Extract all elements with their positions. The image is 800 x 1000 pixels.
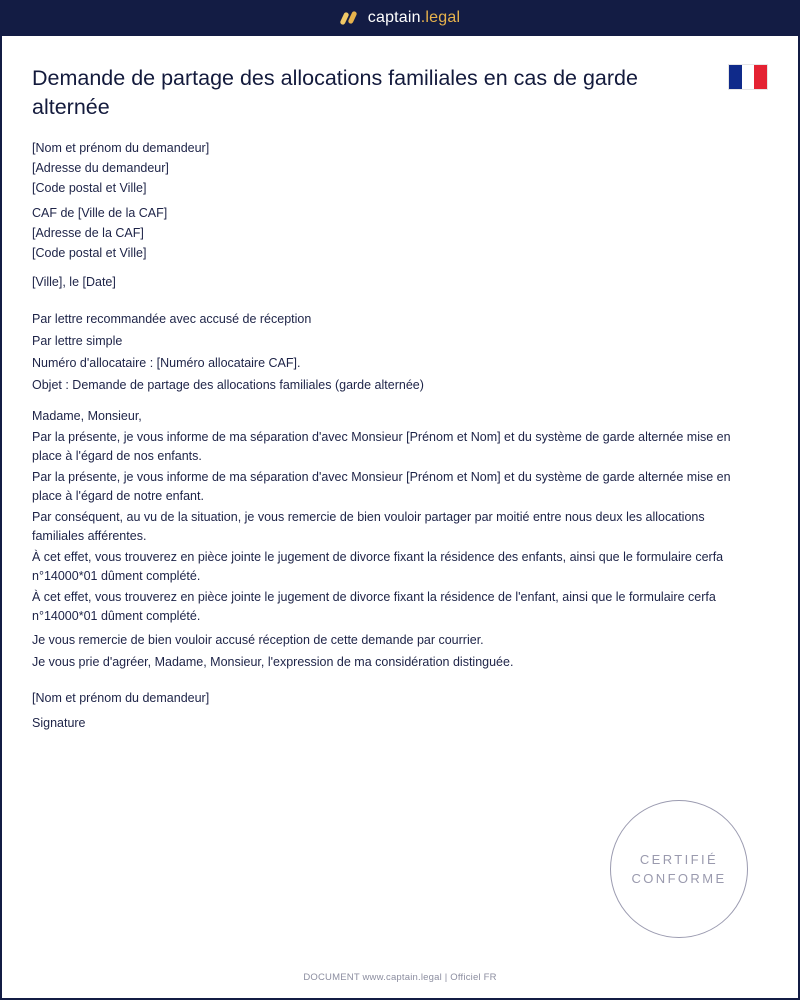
recipient-name: CAF de [Ville de la CAF] — [32, 206, 168, 220]
sender-postal-city: [Code postal et Ville] — [32, 181, 147, 195]
paragraph: Par la présente, je vous informe de ma séparation d'avec Monsieur [Prénom et Nom] et du système de garde alternée mise en place à l'égard de notre enfant. — [32, 470, 731, 503]
brand[interactable] — [340, 9, 460, 27]
france-flag-icon — [729, 65, 767, 89]
paragraph: Par conséquent, au vu de la situation, je vous remercie de bien vouloir partager par moitié entre nous deux les allocations familiales afférentes. — [32, 510, 705, 543]
allocataire-number: Numéro d'allocataire : [Numéro allocataire CAF]. — [32, 356, 301, 370]
paragraph: Je vous prie d'agréer, Madame, Monsieur, l'expression de ma considération distinguée. — [32, 655, 514, 669]
certified-stamp — [610, 800, 748, 938]
recipient-block — [32, 203, 752, 263]
captain-legal-logo-icon — [340, 10, 360, 26]
brand-name — [368, 9, 460, 27]
letter-body — [32, 138, 752, 734]
sender-block — [32, 138, 752, 198]
signature-name: [Nom et prénom du demandeur] — [32, 691, 210, 705]
top-bar — [0, 0, 800, 36]
footer-text: DOCUMENT www.captain.legal | Officiel FR — [303, 972, 497, 983]
brand-name-tld: .legal — [420, 9, 461, 26]
place-date: [Ville], le [Date] — [32, 275, 116, 289]
paragraph: À cet effet, vous trouverez en pièce jointe le jugement de divorce fixant la résidence des enfants, ainsi que le formulaire cerfa n°14000*01 dûment complété. — [32, 550, 724, 583]
delivery-simple: Par lettre simple — [32, 334, 123, 348]
signature-label: Signature — [32, 716, 86, 730]
stamp-line-1: CERTIFIÉ — [639, 852, 719, 867]
letter-subject: Objet : Demande de partage des allocations familiales (garde alternée) — [32, 378, 424, 392]
document-page — [2, 36, 798, 998]
brand-name-main: captain — [367, 9, 421, 26]
recipient-address: [Adresse de la CAF] — [32, 226, 144, 240]
paragraph: Par la présente, je vous informe de ma séparation d'avec Monsieur [Prénom et Nom] et du système de garde alternée mise en place à l'égard de nos enfants. — [32, 430, 731, 463]
sender-address: [Adresse du demandeur] — [32, 161, 169, 175]
salutation: Madame, Monsieur, — [32, 409, 142, 423]
delivery-block — [32, 308, 752, 396]
recipient-postal-city: [Code postal et Ville] — [32, 246, 147, 260]
sender-name: [Nom et prénom du demandeur] — [32, 141, 210, 155]
stamp-line-2: CONFORME — [631, 871, 727, 886]
paragraph: Je vous remercie de bien vouloir accusé réception de cette demande par courrier. — [32, 633, 484, 647]
paragraph: À cet effet, vous trouverez en pièce jointe le jugement de divorce fixant la résidence de l'enfant, ainsi que le formulaire cerfa n°14000*01 dûment complété. — [32, 590, 716, 623]
delivery-registered: Par lettre recommandée avec accusé de réception — [32, 312, 312, 326]
document-title: Demande de partage des allocations familiales en cas de garde alternée — [32, 66, 638, 119]
